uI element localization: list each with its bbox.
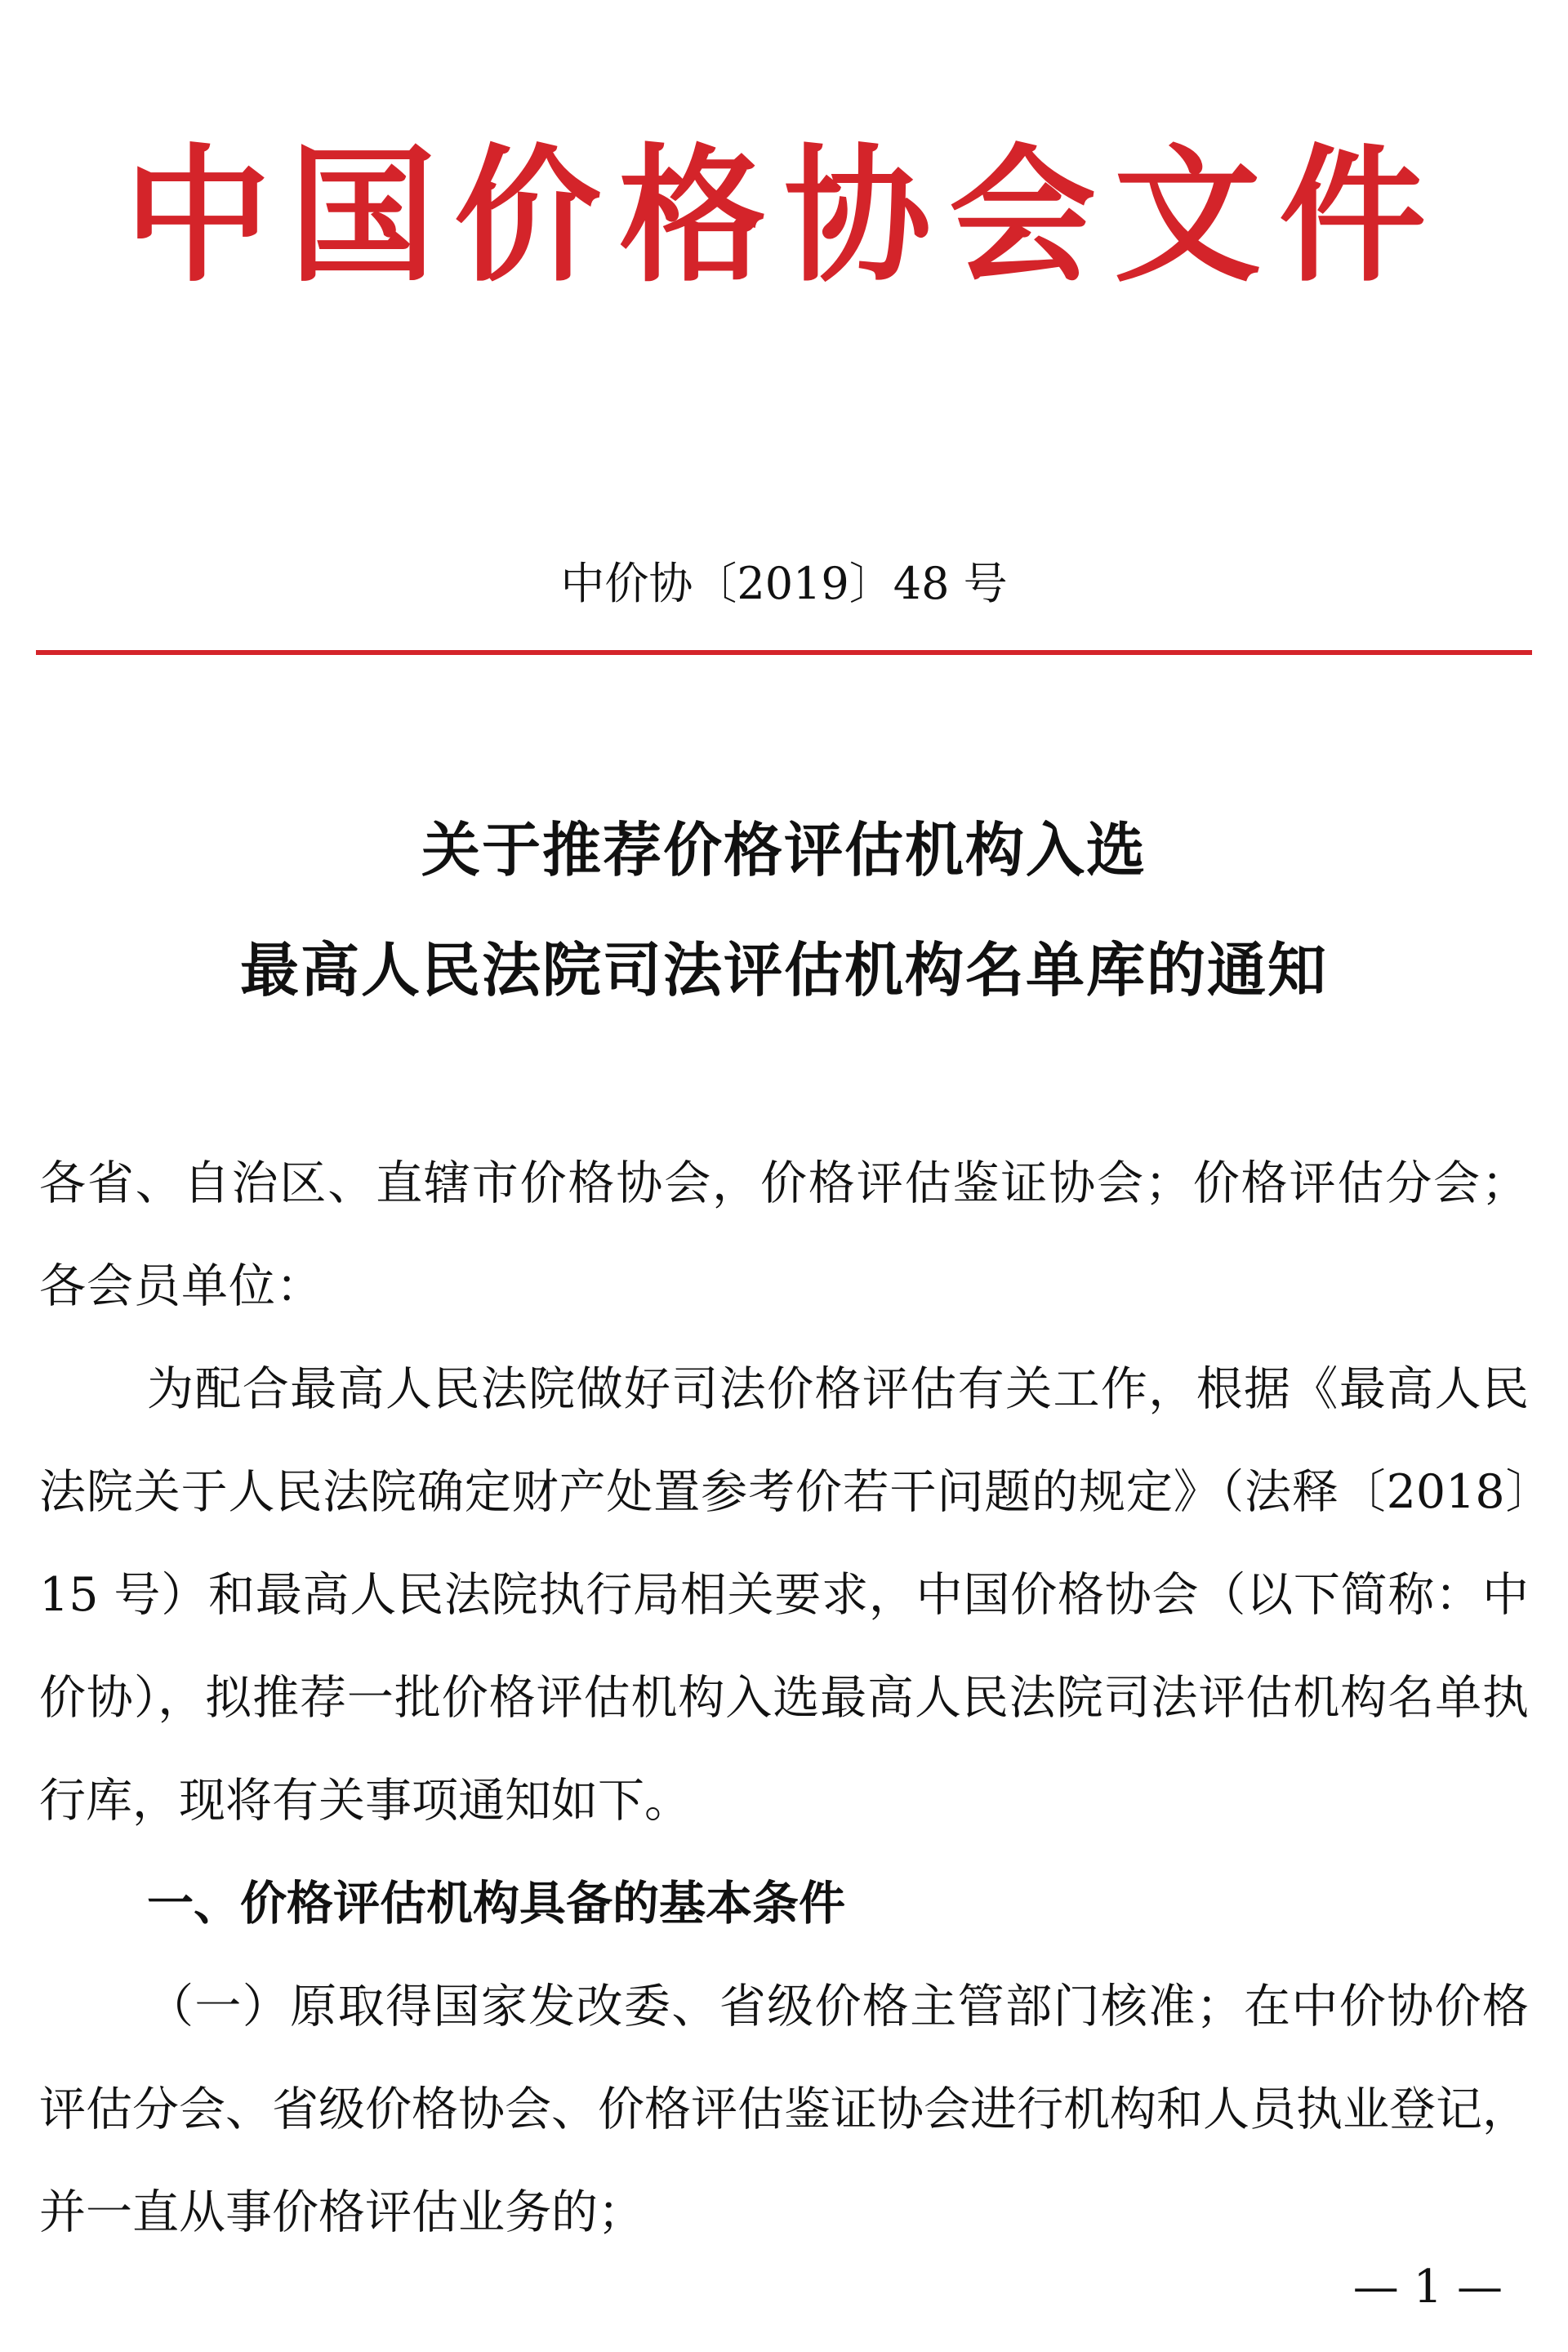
- page-number: — 1 —: [1352, 2261, 1503, 2314]
- paragraph-intro: 为配合最高人民法院做好司法价格评估有关工作，根据《最高人民法院关于人民法院确定财产处置参考价若干问题的规定》（法释〔2018〕15 号）和最高人民法院执行局相关要求，中国价格协会（以下简称：中价协），拟推荐一批价格评估机构入选最高人民法院司法评估机构名单执行库，现将有关事项通知如下。: [39, 1362, 1529, 1828]
- section-heading-1: 一、价格评估机构具备的基本条件: [147, 1876, 845, 1931]
- salutation: 各省、自治区、直辖市价格协会，价格评估鉴证协会；价格评估分会；各会员单位：: [39, 1156, 1529, 1313]
- document-body: [39, 1132, 1529, 2264]
- masthead-title: 中国价格协会文件: [123, 130, 1444, 302]
- notice-title-line-1: 关于推荐价格评估机构入选: [421, 815, 1147, 884]
- paragraph-item-1: （一）原取得国家发改委、省级价格主管部门核准；在中价协价格评估分会、省级价格协会、价格评估鉴证协会进行机构和人员执业登记，并一直从事价格评估业务的；: [39, 1980, 1529, 2239]
- red-divider-line: [36, 650, 1532, 655]
- notice-title-line-2: 最高人民法院司法评估机构名单库的通知: [239, 935, 1328, 1004]
- document-number: 中价协〔2019〕48 号: [560, 558, 1008, 609]
